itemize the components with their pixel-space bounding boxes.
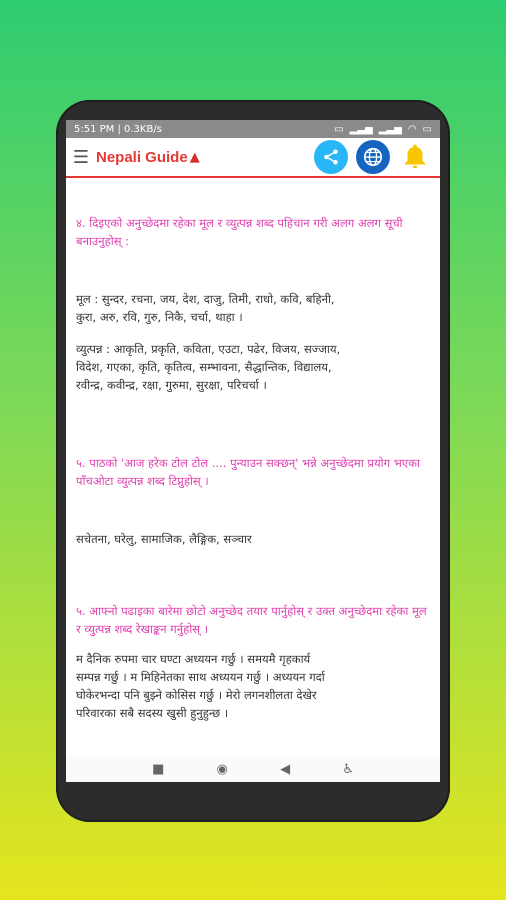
menu-icon[interactable]: ☰	[72, 146, 90, 168]
app-bar	[66, 138, 440, 178]
back-icon[interactable]: ◀	[280, 761, 291, 777]
device-screen	[66, 120, 440, 782]
question-4: ४. दिइएको अनुच्छेदमा रहेका मूल र व्युत्पन्न शब्द पहिचान गरी अलग अलग सूची बनाउनुहोस् :	[76, 216, 403, 248]
app-bar-actions	[314, 140, 432, 174]
battery-icon: ▭	[422, 123, 432, 135]
globe-icon	[362, 146, 384, 168]
signal-icon: ▂▃▅	[349, 123, 373, 135]
answer-4-vyut-line-1: व्युत्पन्न : आकृति, प्रकृति, कविता, एउटा, पढेर, विजय, सज्जाय,	[76, 342, 341, 356]
status-icons	[334, 124, 432, 135]
question-5a: ५. पाठको 'आज हरेक टोल टोल .... पुन्याउन सक्छन्' भन्ने अनुच्छेदमा प्रयोग भएका पाँचओटा व्युत्पन्न शब्द टिप्नुहोस् ।	[76, 456, 420, 488]
app-title: Nepali Guide	[96, 148, 188, 166]
answer-5b-line-3: घोकेरभन्दा पनि बुझ्ने कोसिस गर्छु । मेरो लगनशीलता देखेर	[76, 688, 317, 702]
wifi-icon: ◠	[407, 123, 417, 135]
notification-button[interactable]	[398, 140, 432, 174]
answer-5b-line-1: म दैनिक रुपमा चार घण्टा अध्ययन गर्छु । समयमै गृहकार्य	[76, 652, 311, 666]
answer-5b-line-4: परिवारका सबै सदस्य खुसी हुनुहुन्छ ।	[76, 706, 229, 720]
nepal-flag-icon: ▲	[189, 149, 200, 165]
content-area	[66, 178, 440, 722]
answer-5b-line-2: सम्पन्न गर्छु । म मिहिनेतका साथ अध्ययन गर्छु । अध्ययन गर्दा	[76, 670, 325, 684]
status-bar	[66, 120, 440, 138]
share-button[interactable]	[314, 140, 348, 174]
system-nav-bar	[66, 756, 440, 782]
signal-2-icon: ▂▃▅	[378, 123, 402, 135]
recents-icon[interactable]: ■	[152, 761, 165, 777]
answer-4-vyut-line-3: रवीन्द्र, कवीन्द्र, रक्षा, गुरुमा, सुरक्षा, परिचर्चा ।	[76, 378, 267, 392]
answer-4-mool-line-1: मूल : सुन्दर, रचना, जय, देश, दाजु, तिमी, राधो, कवि, बहिनी,	[76, 292, 335, 306]
answer-4-vyut-line-2: विदेश, गएका, कृति, कृतित्व, सम्भावना, सैद्धान्तिक, विद्यालय,	[76, 360, 332, 374]
status-time: 5:51 PM | 0.3KB/s	[74, 123, 162, 135]
globe-button[interactable]	[356, 140, 390, 174]
bell-icon	[400, 142, 430, 172]
vibrate-icon: ▭	[334, 123, 344, 135]
home-icon[interactable]: ◉	[216, 761, 228, 777]
answer-5a: सचेतना, घरेलु, सामाजिक, लैङ्गिक, सञ्चार	[76, 532, 252, 546]
question-5b: ५. आफ्नो पढाइका बारेमा छोटो अनुच्छेद तयार पार्नुहोस् र उक्त अनुच्छेदमा रहेका मूल र व्युत्पन्न शब्द रेखाङ्कन गर्नुहोस् ।	[76, 604, 427, 636]
answer-4-mool-line-2: कुरा, अरु, रवि, गुरु, निकै, चर्चा, थाहा ।	[76, 310, 243, 324]
accessibility-icon[interactable]: ♿	[342, 761, 354, 777]
share-icon	[322, 148, 340, 166]
